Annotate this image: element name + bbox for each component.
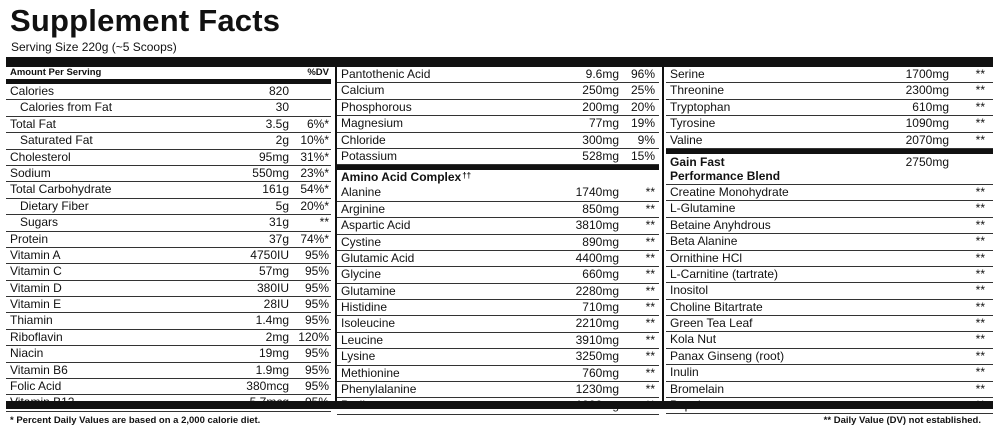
nutrient-daily-value: ** [645, 349, 655, 364]
nutrient-name: Alanine [341, 185, 382, 200]
nutrient-daily-value: 95% [304, 379, 329, 394]
nutrient-name: Tyrosine [670, 116, 716, 131]
nutrient-amount: 200mg [582, 99, 619, 114]
nutrient-name: Calories from Fat [20, 100, 113, 115]
nutrient-name: L-Carnitine (tartrate) [670, 266, 779, 281]
nutrient-row [6, 166, 331, 182]
nutrient-row [337, 333, 659, 349]
nutrient-name: Ornithine HCl [670, 250, 743, 265]
nutrient-row [6, 117, 331, 133]
nutrient-amount: 1.4mg [255, 313, 289, 328]
nutrient-name: Betaine Anyhdrous [670, 217, 771, 232]
nutrient-row [337, 316, 659, 332]
nutrient-daily-value: 95% [304, 297, 329, 312]
nutrient-name: Isoleucine [341, 316, 396, 331]
nutrient-name: Tryptophan [670, 99, 731, 114]
nutrient-row [666, 185, 993, 201]
nutrient-row [6, 346, 331, 362]
nutrient-daily-value: ** [645, 267, 655, 282]
nutrient-daily-value: 6%* [306, 116, 329, 131]
blend-title-line2: Performance Blend [670, 168, 781, 183]
column-divider-2 [662, 67, 664, 401]
nutrient-daily-value: ** [975, 332, 985, 347]
nutrient-daily-value: 20%* [300, 198, 329, 213]
nutrient-name: Aspartic Acid [341, 218, 411, 233]
nutrient-row [6, 133, 331, 149]
nutrient-name: Inositol [670, 283, 709, 298]
nutrient-amount: 28IU [263, 297, 289, 312]
nutrient-row [337, 218, 659, 234]
nutrient-daily-value: ** [975, 83, 985, 98]
nutrient-name: Methionine [341, 365, 400, 380]
nutrient-amount: 380IU [256, 280, 289, 295]
nutrient-amount: 4750IU [250, 247, 289, 262]
nutrient-amount: 161g [262, 182, 289, 197]
nutrient-name: Chloride [341, 132, 386, 147]
nutrient-row [6, 232, 331, 248]
nutrient-daily-value: 95% [304, 247, 329, 262]
nutrient-row [666, 283, 993, 299]
nutrient-name: Potassium [341, 148, 398, 163]
nutrient-daily-value: 31%* [300, 149, 329, 164]
nutrient-daily-value: ** [975, 201, 985, 216]
nutrient-daily-value: 15% [630, 148, 655, 163]
footnote-dv-not-established: ** Daily Value (DV) not established. [823, 415, 981, 426]
nutrient-daily-value: ** [645, 201, 655, 216]
nutrient-row [6, 297, 331, 313]
nutrient-column-1 [6, 67, 331, 412]
nutrient-amount: 57mg [258, 264, 289, 279]
nutrient-name: Magnesium [341, 116, 404, 131]
nutrient-row [6, 248, 331, 264]
nutrient-row [6, 313, 331, 329]
nutrient-amount: 30 [275, 100, 289, 115]
nutrient-daily-value: 20% [630, 99, 655, 114]
nutrient-daily-value: ** [975, 250, 985, 265]
nutrient-row [666, 349, 993, 365]
nutrient-name: Cystine [341, 234, 382, 249]
nutrient-row [6, 379, 331, 395]
nutrient-name: Bromelain [670, 381, 725, 396]
serving-size: Serving Size 220g (~5 Scoops) [11, 40, 177, 54]
nutrient-amount: 4400mg [575, 250, 619, 265]
nutrient-amount: 77mg [588, 116, 619, 131]
nutrient-amount: 31g [268, 215, 289, 230]
nutrient-daily-value: ** [975, 299, 985, 314]
nutrient-name: Vitamin B6 [10, 362, 68, 377]
nutrient-name: Valine [670, 132, 703, 147]
nutrient-name: Dietary Fiber [20, 198, 89, 213]
nutrient-row [666, 332, 993, 348]
label-title: Supplement Facts [10, 3, 281, 38]
nutrient-amount: 760mg [582, 365, 619, 380]
nutrient-daily-value: ** [645, 365, 655, 380]
nutrient-rows [6, 84, 331, 412]
nutrient-name: Thiamin [10, 313, 53, 328]
nutrient-daily-value: ** [975, 217, 985, 232]
nutrient-name: Sugars [20, 215, 59, 230]
nutrient-name: Vitamin E [10, 297, 62, 312]
amino-acid-heading [337, 170, 659, 185]
nutrient-daily-value: 23%* [300, 165, 329, 180]
nutrient-row [337, 67, 659, 83]
nutrient-amount: 3250mg [575, 349, 619, 364]
nutrient-amount: 610mg [912, 99, 949, 114]
nutrient-row [337, 202, 659, 218]
nutrient-name: Lysine [341, 349, 376, 364]
nutrient-name: Vitamin D [10, 280, 62, 295]
nutrient-daily-value: 10%* [300, 133, 329, 148]
nutrient-daily-value: ** [975, 365, 985, 380]
nutrient-daily-value: ** [975, 316, 985, 331]
nutrient-name: Creatine Monohydrate [670, 184, 789, 199]
nutrient-name: Panax Ginseng (root) [670, 348, 785, 363]
nutrient-row [6, 182, 331, 198]
nutrient-name: Leucine [341, 332, 384, 347]
nutrient-row [666, 365, 993, 381]
nutrient-amount: 1090mg [905, 116, 949, 131]
nutrient-name: L-Glutamine [670, 201, 736, 216]
nutrient-row [666, 201, 993, 217]
nutrient-name: Vitamin C [10, 264, 62, 279]
blend-amount: 2750mg [905, 154, 949, 169]
nutrient-row [337, 149, 659, 165]
nutrient-daily-value: ** [975, 132, 985, 147]
nutrient-daily-value: ** [645, 283, 655, 298]
nutrient-name: Threonine [670, 83, 725, 98]
nutrient-daily-value: 9% [637, 132, 655, 147]
nutrient-name: Phosphorous [341, 99, 412, 114]
nutrient-row [337, 349, 659, 365]
nutrient-daily-value: 95% [304, 346, 329, 361]
nutrient-name: Pantothenic Acid [341, 67, 431, 81]
amino-heading-mark: †† [462, 171, 472, 181]
nutrient-daily-value: ** [319, 215, 329, 230]
nutrient-row [337, 382, 659, 398]
nutrient-row [666, 67, 993, 83]
nutrient-name: Inulin [670, 365, 699, 380]
nutrient-name: Arginine [341, 201, 386, 216]
nutrient-name: Green Tea Leaf [670, 316, 753, 331]
nutrient-name: Niacin [10, 346, 44, 361]
nutrient-row [666, 83, 993, 99]
nutrient-amount: 2mg [265, 329, 289, 344]
nutrient-daily-value: 95% [304, 280, 329, 295]
blend-heading [666, 154, 993, 185]
nutrient-row [666, 251, 993, 267]
nutrient-daily-value: 95% [304, 313, 329, 328]
nutrient-row [6, 330, 331, 346]
nutrient-name: Calcium [341, 83, 385, 98]
nutrient-amount: 1700mg [905, 67, 949, 81]
nutrient-name: Calories [10, 84, 55, 98]
nutrient-row [666, 300, 993, 316]
nutrient-daily-value: 54%* [300, 182, 329, 197]
nutrient-row [6, 215, 331, 231]
nutrient-name: Glutamic Acid [341, 250, 415, 265]
nutrient-amount: 820 [268, 84, 289, 98]
nutrient-amount: 3810mg [575, 218, 619, 233]
mineral-rows [337, 67, 659, 165]
bottom-divider-bar [6, 401, 993, 409]
nutrient-daily-value: ** [645, 218, 655, 233]
nutrient-amount: 528mg [582, 148, 619, 163]
nutrient-name: Choline Bitartrate [670, 299, 763, 314]
nutrient-row [6, 281, 331, 297]
blend-ingredient-rows [666, 185, 993, 414]
nutrient-name: Sodium [10, 165, 51, 180]
nutrient-amount: 1230mg [575, 382, 619, 397]
nutrient-row [6, 199, 331, 215]
nutrient-daily-value: 95% [304, 362, 329, 377]
nutrient-column-3 [666, 67, 993, 414]
nutrient-daily-value: ** [975, 381, 985, 396]
nutrient-name: Total Fat [10, 116, 57, 131]
nutrient-daily-value: ** [975, 348, 985, 363]
nutrient-daily-value: 74%* [300, 231, 329, 246]
blend-title-line1: Gain Fast [670, 154, 725, 169]
nutrient-row [337, 300, 659, 316]
nutrient-daily-value: ** [645, 382, 655, 397]
nutrient-daily-value: ** [975, 266, 985, 281]
nutrient-name: Saturated Fat [20, 133, 93, 148]
nutrient-daily-value: ** [645, 250, 655, 265]
amino-acid-rows-continued [666, 67, 993, 149]
nutrient-amount: 300mg [582, 132, 619, 147]
nutrient-name: Serine [670, 67, 705, 81]
nutrient-amount: 37g [268, 231, 289, 246]
nutrient-amount: 2g [275, 133, 289, 148]
amino-acid-heading-text: Amino Acid Complex [341, 170, 462, 185]
nutrient-amount: 550mg [252, 165, 289, 180]
nutrient-daily-value: 95% [304, 264, 329, 279]
nutrient-name: Total Carbohydrate [10, 182, 112, 197]
nutrient-amount: 2210mg [575, 316, 619, 331]
nutrient-row [337, 284, 659, 300]
nutrient-name: Histidine [341, 300, 388, 315]
nutrient-name: Kola Nut [670, 332, 717, 347]
amino-acid-rows [337, 185, 659, 414]
nutrient-amount: 5g [275, 198, 289, 213]
nutrient-row [337, 116, 659, 132]
nutrient-daily-value: ** [975, 99, 985, 114]
nutrient-row [666, 267, 993, 283]
nutrient-amount: 19mg [258, 346, 289, 361]
nutrient-amount: 380mcg [246, 379, 289, 394]
nutrient-daily-value: ** [975, 234, 985, 249]
nutrient-amount: 2070mg [905, 132, 949, 147]
nutrient-row [666, 234, 993, 250]
nutrient-name: Cholesterol [10, 149, 71, 164]
nutrient-daily-value: 25% [630, 83, 655, 98]
nutrient-row [6, 363, 331, 379]
nutrient-row [337, 235, 659, 251]
nutrient-row [666, 116, 993, 132]
nutrient-row [6, 264, 331, 280]
nutrient-daily-value: ** [645, 234, 655, 249]
nutrient-row [666, 100, 993, 116]
nutrient-amount: 2280mg [575, 283, 619, 298]
nutrient-row [337, 100, 659, 116]
nutrient-row [337, 366, 659, 382]
nutrient-name: Protein [10, 231, 49, 246]
nutrient-amount: 250mg [582, 83, 619, 98]
nutrient-name: Beta Alanine [670, 234, 738, 249]
nutrient-daily-value: ** [645, 185, 655, 200]
nutrient-name: Phenylalanine [341, 382, 417, 397]
nutrient-amount: 3910mg [575, 332, 619, 347]
supplement-facts-label [6, 3, 993, 433]
nutrient-name: Vitamin A [10, 247, 61, 262]
nutrient-row [6, 100, 331, 116]
nutrient-name: Glycine [341, 267, 382, 282]
nutrient-row [337, 83, 659, 99]
amount-header [6, 67, 331, 79]
nutrient-amount: 95mg [258, 149, 289, 164]
nutrient-daily-value: ** [975, 283, 985, 298]
nutrient-daily-value: ** [975, 184, 985, 199]
nutrient-row [337, 267, 659, 283]
nutrient-row [666, 133, 993, 149]
nutrient-row [337, 133, 659, 149]
nutrient-column-2 [337, 67, 659, 415]
nutrient-amount: 710mg [582, 300, 619, 315]
nutrient-amount: 1.9mg [255, 362, 289, 377]
nutrient-daily-value: ** [645, 332, 655, 347]
footnote-percent-dv: * Percent Daily Values are based on a 2,000 calorie diet. [10, 415, 261, 426]
nutrient-name: Folic Acid [10, 379, 62, 394]
nutrient-amount: 1740mg [575, 185, 619, 200]
amount-per-serving-label: Amount Per Serving [10, 67, 102, 78]
nutrient-row [666, 316, 993, 332]
nutrient-row [6, 84, 331, 100]
nutrient-daily-value: 96% [630, 67, 655, 81]
nutrient-daily-value: ** [975, 67, 985, 81]
nutrient-daily-value: ** [975, 116, 985, 131]
nutrient-amount: 660mg [582, 267, 619, 282]
nutrient-name: Glutamine [341, 283, 396, 298]
dv-header-label: %DV [307, 67, 329, 78]
nutrient-daily-value: ** [645, 300, 655, 315]
nutrient-amount: 9.6mg [585, 67, 619, 81]
top-divider-bar [6, 57, 993, 67]
nutrient-daily-value: ** [645, 316, 655, 331]
nutrient-amount: 2300mg [905, 83, 949, 98]
nutrient-name: Riboflavin [10, 329, 63, 344]
nutrient-row [6, 150, 331, 166]
nutrient-amount: 890mg [582, 234, 619, 249]
nutrient-daily-value: 19% [630, 116, 655, 131]
nutrient-amount: 3.5g [265, 116, 289, 131]
nutrient-row [666, 218, 993, 234]
nutrient-daily-value: 120% [298, 329, 329, 344]
nutrient-amount: 850mg [582, 201, 619, 216]
nutrient-row [666, 382, 993, 398]
nutrient-row [337, 251, 659, 267]
nutrient-row [337, 185, 659, 201]
